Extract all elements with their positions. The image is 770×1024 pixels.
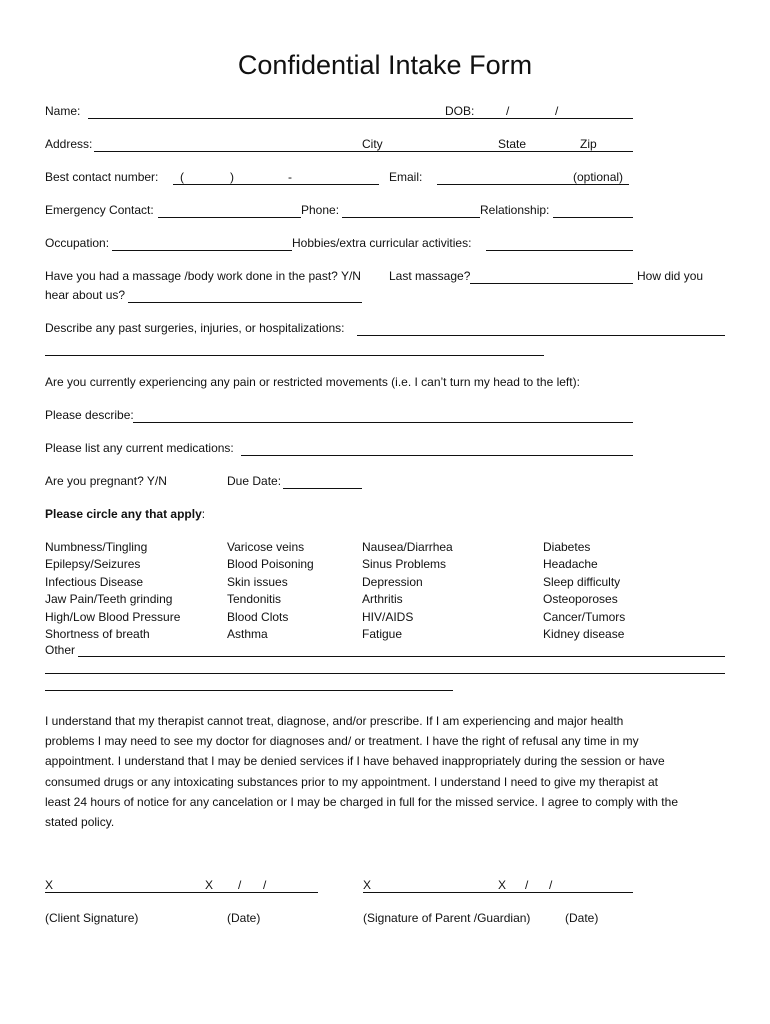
past-surgeries-label: Describe any past surgeries, injuries, or hospitalizations: [45,321,345,335]
guardian-signature-caption: (Signature of Parent /Guardian) [363,911,531,925]
name-label: Name: [45,104,81,118]
conditions-column-1 [45,539,180,643]
condition-item[interactable]: Blood Clots [227,609,289,624]
conditions-column-2 [227,539,314,643]
guardian-date-x: X [498,878,507,892]
condition-item[interactable]: Varicose veins [227,540,305,554]
form-title: Confidential Intake Form [237,50,533,80]
other-field-line2[interactable] [45,673,725,674]
condition-item[interactable]: Jaw Pain/Teeth grinding [45,592,173,607]
client-signature-caption: (Client Signature) [45,911,139,925]
dob-slash: / [506,104,510,118]
policy-statement: I understand that my therapist cannot treat, diagnose, and/or prescribe. If I am experiencing and major health problems I may need to see my doctor for diagnoses and/ or treatment. I have the right of refusal any time in my appointment. I understand that I may be denied services if I have behaved inappropriately during the session or have consumed drugs or any intoxicating substances prior to my appointment. I understand I need to give my therapist at least 24 hours of notice for any cancelation or I may be charged in full for the missed service. I agree to comply with the stated policy. [45,714,678,830]
other-field[interactable] [78,656,725,657]
client-date-x: X [205,878,214,892]
condition-item[interactable]: Diabetes [543,540,591,554]
phone-paren-open: ( [180,170,184,184]
describe-field[interactable] [133,422,633,423]
guardian-date-caption: (Date) [565,911,599,925]
emergency-phone-field[interactable] [342,217,480,218]
condition-item[interactable]: Epilepsy/Seizures [45,557,141,572]
dob-label: DOB: [445,104,475,118]
condition-item[interactable]: Numbness/Tingling [45,540,148,554]
last-massage-label: Last massage? [389,269,471,283]
please-describe-label: Please describe: [45,408,134,422]
condition-item[interactable]: Headache [543,557,598,572]
condition-item[interactable]: Asthma [227,627,268,642]
circle-heading: Please circle any that apply: [45,507,206,521]
condition-item[interactable]: Arthritis [362,592,403,607]
condition-item[interactable]: High/Low Blood Pressure [45,609,181,624]
medications-label: Please list any current medications: [45,441,234,455]
phone-paren-close: ) [230,170,234,184]
address-label: Address: [45,137,93,151]
past-surgeries-field-line2[interactable] [45,355,544,356]
dob-slash: / [555,104,559,118]
optional-note: (optional) [573,170,624,184]
date-slash: / [238,878,242,892]
condition-item[interactable]: Blood Poisoning [227,557,314,572]
zip-label: Zip [580,137,597,151]
hear-about-label: hear about us? [45,288,126,302]
pregnant-question: Are you pregnant? Y/N [45,474,167,488]
email-label: Email: [389,170,423,184]
conditions-column-4 [543,539,625,643]
condition-item[interactable]: Tendonitis [227,592,282,607]
condition-item[interactable]: Sleep difficulty [543,574,621,589]
client-signature-line[interactable] [45,892,318,893]
guardian-signature-line[interactable] [363,892,633,893]
last-massage-field[interactable] [470,283,633,284]
state-label: State [498,137,527,151]
condition-item[interactable]: Kidney disease [543,627,625,642]
phone-label: Phone: [301,203,340,217]
name-field[interactable] [88,118,633,119]
date-slash: / [525,878,529,892]
pain-question: Are you currently experiencing any pain or restricted movements (i.e. I can’t turn my head to the left): [45,375,580,389]
occupation-field[interactable] [112,250,292,251]
condition-item[interactable]: Cancer/Tumors [543,609,626,624]
city-label: City [362,137,383,151]
phone-dash: - [288,170,292,184]
conditions-column-3 [362,539,453,643]
medications-field[interactable] [241,455,633,456]
other-label: Other [45,643,76,657]
due-date-label: Due Date: [227,474,282,488]
condition-item[interactable]: HIV/AIDS [362,609,414,624]
due-date-field[interactable] [283,488,362,489]
relationship-label: Relationship: [480,203,550,217]
condition-item[interactable]: Osteoporoses [543,592,618,607]
client-signature-x: X [45,878,54,892]
best-contact-label: Best contact number: [45,170,159,184]
hobbies-field[interactable] [486,250,633,251]
past-surgeries-field[interactable] [357,335,725,336]
condition-item[interactable]: Sinus Problems [362,557,447,572]
condition-item[interactable]: Infectious Disease [45,574,144,589]
emergency-contact-label: Emergency Contact: [45,203,154,217]
emergency-contact-field[interactable] [158,217,301,218]
condition-item[interactable]: Depression [362,574,423,589]
condition-item[interactable]: Skin issues [227,574,288,589]
how-did-you-label: How did you [637,269,704,283]
condition-item[interactable]: Shortness of breath [45,627,150,642]
hobbies-label: Hobbies/extra curricular activities: [292,236,472,250]
hear-about-field[interactable] [128,302,362,303]
relationship-field[interactable] [553,217,633,218]
guardian-signature-x: X [363,878,372,892]
date-slash: / [549,878,553,892]
phone-number-field[interactable] [173,184,379,185]
massage-question: Have you had a massage /body work done in the past? Y/N [45,269,361,283]
other-field-line3[interactable] [45,690,453,691]
client-date-caption: (Date) [227,911,261,925]
condition-item[interactable]: Fatigue [362,627,403,642]
date-slash: / [263,878,267,892]
occupation-label: Occupation: [45,236,110,250]
condition-item[interactable]: Nausea/Diarrhea [362,540,453,554]
